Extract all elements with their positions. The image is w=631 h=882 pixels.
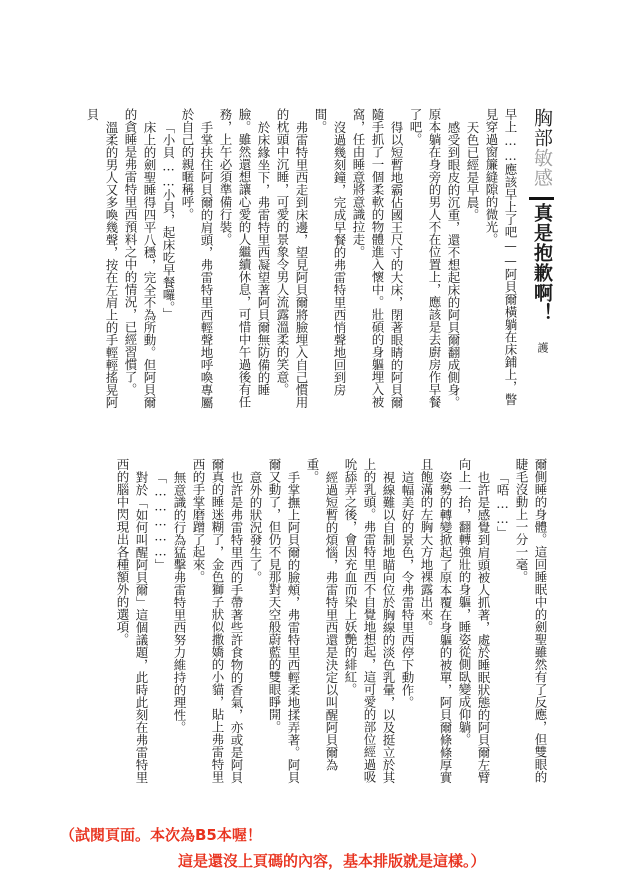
paragraph: 得以短暫地霸佔國王尺寸的大床，閉著眼睛的阿貝爾隨手抓了一個柔軟的物體進入懷中。壯碩的身軀埋入被窩，任由睡意將意識拉走。 <box>351 108 404 408</box>
paragraph: 爾側睡的身體。這回睡眠中的劍聖雖然有了反應，但雙眼的睫毛沒動上一分一毫。 <box>514 458 548 783</box>
title-divider <box>529 197 554 200</box>
story-subtitle: 真是抱歉啊！ <box>531 203 553 323</box>
paragraph: 感受到眼皮的沉重，還不想起床的阿貝爾翻成側身。原本躺在身旁的男人不在位置上，應該是去廚房作早餐了吧。 <box>408 108 461 408</box>
paragraph: 早上……應該早上了吧——阿貝爾橫躺在床鋪上，瞥見穿過窗簾縫隙的微光。 <box>484 108 518 406</box>
paragraph: 意外的狀況發生了。 <box>248 470 263 583</box>
paragraph: 經過短暫的煩惱，弗雷特里西還是決定以叫醒阿貝爾為重。 <box>305 458 339 771</box>
bottom-text-block <box>70 458 550 793</box>
paragraph: 也許是感覺到肩頭被人抓著，處於睡眠狀態的阿貝爾左臂向上一抬，翻轉強壯的身軀，睡姿從側臥變成仰躺。 <box>457 458 491 783</box>
story-title-part2: 敏感 <box>531 148 553 188</box>
paragraph: 「小貝……小貝，起床吃早餐囉。」 <box>161 120 176 320</box>
paragraph: 「唔……」 <box>495 470 510 538</box>
paragraph: 溫柔的男人又多喚幾聲，按在左肩上的手輕輕搖晃阿貝 <box>85 108 119 408</box>
paragraph: 手掌扶住阿貝爾的肩頭，弗雷特里西輕聲地呼喚專屬於自己的親暱稱呼。 <box>180 108 214 408</box>
paragraph: 沒過幾刻鐘，完成早餐的弗雷特里西悄聲地回到房間。 <box>313 108 347 396</box>
paragraph: 天色已經是早晨。 <box>465 120 480 221</box>
paragraph: 於床緣坐下，弗雷特里西凝望著阿貝爾無防備的睡臉。雖然還想讓心愛的人繼續休息，可惜中午過後有任務，上午必須準備行裝。 <box>218 108 271 408</box>
paragraph: 這幅美好的景色，令弗雷特里西停下動作。 <box>400 470 415 708</box>
paragraph: 對於「如何叫醒阿貝爾」這個議題，此時此刻在弗雷特里西的腦中閃現出各種額外的選項。 <box>115 458 149 783</box>
story-title <box>532 108 551 188</box>
paragraph: 床上的劍聖睡得四平八穩，完全不為所動。但阿貝爾的貪睡是弗雷特里西預料之中的情況，已經習慣了。 <box>123 108 157 408</box>
paragraph: 姿勢的轉變掀起了原本覆在身軀的被單，阿貝爾條條厚實且飽滿的左胸大方地裸露出來。 <box>419 458 453 783</box>
top-text-block <box>68 108 520 413</box>
preview-notice <box>60 822 620 874</box>
paragraph: 視線難以自制地瞄向位於胸線的淡色乳暈，以及挺立於其上的乳頭。弗雷特里西不自覺地想起，這可愛的部位經過吸吮舔弄之後，會因充血而染上妖艷的緋紅。 <box>343 458 396 783</box>
paragraph: 「……………」 <box>153 470 168 571</box>
paragraph: 也許是弗雷特里西的手帶著些許食物的香氣，亦或是阿貝爾真的睡迷糊了，金色獅子狀似撒嬌的小貓，貼上弗雷特里西的手掌磨蹭了起來。 <box>191 458 244 783</box>
author-name: 護 <box>536 342 549 353</box>
preview-notice-line2: 這是還沒上頁碼的內容，基本排版就是這樣。） <box>178 852 486 870</box>
paragraph: 弗雷特里西走到床邊，望見阿貝爾將臉埋入自己慣用的枕頭中沉睡，可愛的景象令男人流露溫柔的笑意。 <box>275 108 309 408</box>
story-title-part1: 胸部 <box>531 108 553 148</box>
preview-notice-line1: （試閱頁面。本次為B5本喔！ <box>60 826 262 844</box>
paragraph: 無意識的行為猛擊弗雷特里西努力維持的理性。 <box>172 470 187 733</box>
paragraph: 手掌撫上阿貝爾的臉頰，弗雷特里西輕柔地揉弄著。阿貝爾又動了，但仍不見那對天空般蔚藍的雙眼睜開。 <box>267 458 301 783</box>
